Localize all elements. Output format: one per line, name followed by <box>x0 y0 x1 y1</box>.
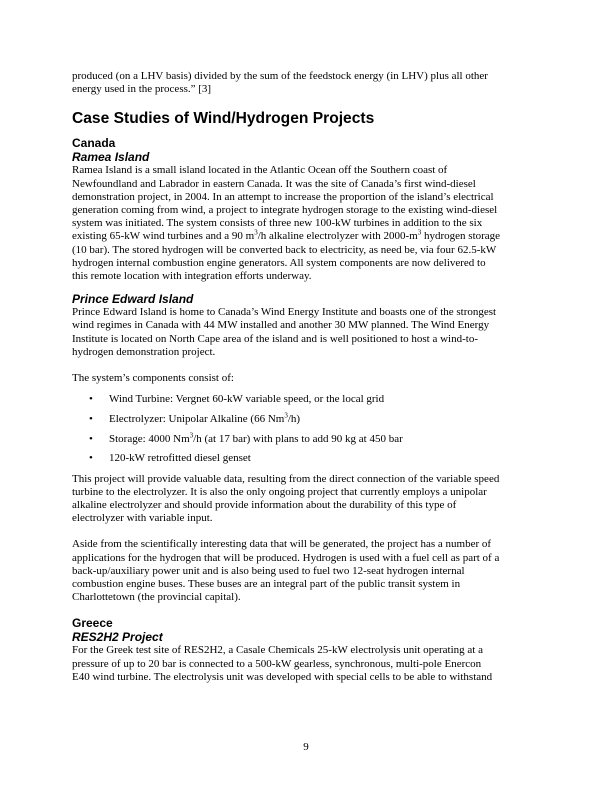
list-item-text: /h (at 17 bar) with plans to add 90 kg at 450 bar <box>193 432 403 445</box>
page-number: 9 <box>303 741 309 753</box>
text-line: back-up/auxiliary power unit and is also being used to fuel two 12-seat hydrogen internal <box>72 564 465 577</box>
intro-line: energy used in the process.” [3] <box>72 83 212 96</box>
superscript: 3 <box>189 431 194 439</box>
list-item-text: Wind Turbine: Vergnet 60-kW variable speed, or the local grid <box>109 393 385 406</box>
text-line: combustion engine buses. These buses are an integral part of the public transit system in <box>72 577 461 590</box>
text-line: Newfoundland and Labrador in eastern Canada. It was the site of Canada’s first wind-diesel <box>72 177 476 190</box>
text-line: Institute is located on North Cape area of the island and is well positioned to host a wind-to- <box>72 332 478 345</box>
res2h2-paragraph <box>72 644 542 684</box>
res2h2-project-title: RES2H2 Project <box>72 630 163 645</box>
text-line: applications for the hydrogen that will be produced. Hydrogen is used with a fuel cell as part of a <box>72 551 500 564</box>
text-line: (10 bar). The stored hydrogen will be converted back to electricity, as need be, via four 62.5-kW <box>72 243 497 256</box>
prince-edward-island-paragraph <box>72 306 542 359</box>
text-line: alkaline electrolyzer and should provide information about the durability of this type of <box>72 498 457 511</box>
intro-line: produced (on a LHV basis) divided by the sum of the feedstock energy (in LHV) plus all other <box>72 70 488 82</box>
section-title: Case Studies of Wind/Hydrogen Projects <box>72 110 375 128</box>
ramea-island-title: Ramea Island <box>72 150 150 165</box>
list-item-text: Electrolyzer: Unipolar Alkaline (66 Nm <box>109 412 285 425</box>
text-line: this remote location with integration efforts underway. <box>72 270 312 283</box>
text-line: This project will provide valuable data, resulting from the direct connection of the variable speed <box>72 472 500 485</box>
text-line: E40 wind turbine. The electrolysis unit was developed with special cells to be able to withstand <box>72 670 493 683</box>
prince-edward-island-title: Prince Edward Island <box>72 292 194 307</box>
text-line: pressure of up to 20 bar is connected to a 500-kW gearless, synchronous, multi-pole Enercon <box>72 657 482 670</box>
text-line: generation coming from wind, a project to integrate hydrogen storage to the existing wind-diesel <box>72 204 498 217</box>
bullet-icon: • <box>89 393 93 406</box>
text-line: hydrogen demonstration project. <box>72 345 216 358</box>
text-line: wind regimes in Canada with 44 MW installed and another 30 MW planned. The Wind Energy <box>72 319 490 332</box>
bullet-icon: • <box>89 412 93 425</box>
text-line: electrolyzer with variable input. <box>72 512 213 525</box>
text-line: Prince Edward Island is home to Canada’s Wind Energy Institute and boasts one of the strongest <box>72 306 497 319</box>
intro-paragraph <box>72 70 542 96</box>
components-list <box>72 393 542 465</box>
list-item <box>72 452 542 465</box>
text-segment: /h alkaline electrolyzer with 2000-m <box>257 230 418 243</box>
project-data-paragraph <box>72 473 542 526</box>
text-line: demonstration project, in 2004. In an attempt to increase the proportion of the island’s electrical <box>72 190 494 203</box>
text-line: For the Greek test site of RES2H2, a Casale Chemicals 25-kW electrolysis unit operating at a <box>72 644 483 657</box>
list-item <box>72 433 542 446</box>
superscript: 3 <box>284 411 288 420</box>
superscript: 3 <box>417 228 422 237</box>
text-line: Charlottetown (the provincial capital). <box>72 591 241 604</box>
list-item <box>72 413 542 426</box>
text-segment: existing 65-kW wind turbines and a 90 m <box>72 230 255 243</box>
page-content <box>72 70 542 684</box>
ramea-island-paragraph <box>72 164 542 283</box>
text-line: Ramea Island is a small island located in the Atlantic Ocean off the Southern coast of <box>72 164 448 177</box>
text-line: hydrogen internal combustion engine generators. All system components are now delivered to <box>72 256 486 269</box>
text-segment: hydrogen storage <box>421 230 501 243</box>
greece-heading: Greece <box>72 616 113 631</box>
text-line: Aside from the scientifically interesting data that will be generated, the project has a number of <box>72 538 492 551</box>
bullet-icon: • <box>89 432 93 445</box>
hydrogen-applications-paragraph <box>72 538 542 604</box>
list-item-text: 120-kW retrofitted diesel genset <box>109 452 251 465</box>
components-intro: The system’s components consist of: <box>72 372 234 385</box>
bullet-icon: • <box>89 452 93 465</box>
list-item <box>72 393 542 406</box>
superscript: 3 <box>254 228 258 237</box>
text-line: turbine to the electrolyzer. It is also the only ongoing project that currently employs a unipolar <box>72 485 487 498</box>
canada-heading: Canada <box>72 136 116 151</box>
list-item-text: /h) <box>287 412 301 425</box>
text-line: system was initiated. The system consists of three new 100-kW turbines in addition to the six <box>72 217 483 230</box>
list-item-text: Storage: 4000 Nm <box>109 432 190 445</box>
